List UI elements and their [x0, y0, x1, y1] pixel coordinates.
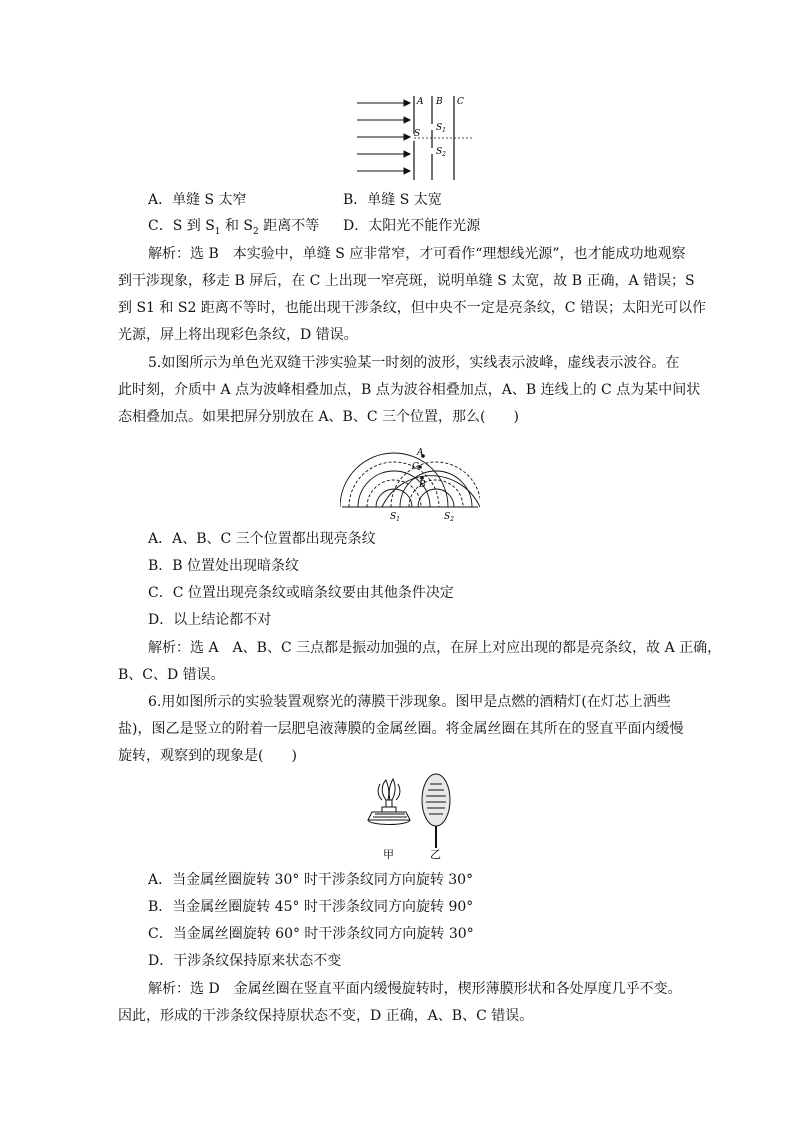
q4-option-a: A．单缝 S 太窄: [148, 192, 247, 208]
label-jia: 甲: [383, 848, 394, 861]
q6-option-a: A．当金属丝圈旋转 30° 时干涉条纹同方向旋转 30°: [148, 872, 474, 888]
label-c: C: [412, 462, 419, 472]
label-yi: 乙: [430, 848, 441, 861]
q6-solution-line-2: 因此，形成的干涉条纹保持原状态不变，D 正确，A、B、C 错误。: [118, 1008, 534, 1024]
label-s2: $S_2$: [444, 512, 454, 522]
q5-option-d: D．以上结论都不对: [148, 612, 272, 628]
q5-option-b: B．B 位置处出现暗条纹: [148, 558, 300, 574]
label-b: B: [436, 97, 443, 107]
q6-stem-line-3: 旋转，观察到的现象是( ): [118, 748, 297, 764]
q4-solution-line-1: 解析：选 B 本实验中，单缝 S 应非常窄，才可看作“理想线光源”，也才能成功地观察: [148, 246, 686, 262]
wave-interference-figure: [340, 430, 480, 522]
label-c: C: [457, 97, 464, 107]
slit-apparatus-figure: [352, 92, 472, 184]
q4-option-c: C．S 到 $S_1$ 和 $S_2$ 距离不等: [148, 218, 320, 237]
label-s1: $S_1$: [390, 512, 400, 522]
q4-solution-line-2: 到干涉现象，移走 B 屏后，在 C 上出现一窄亮斑，说明单缝 S 太宽，故 B 正确，A 错误；S: [118, 273, 695, 289]
q5-stem-line-1: 5.如图所示为单色光双缝干涉实验某一时刻的波形，实线表示波峰，虚线表示波谷。在: [148, 355, 680, 371]
q4-option-b: B．单缝 S 太宽: [343, 192, 442, 208]
q6-stem-line-2: 盐)，图乙是竖立的附着一层肥皂液薄膜的金属丝圈。将金属丝圈在其所在的竖直平面内缓慢: [118, 721, 684, 737]
wire-loop-icon: [422, 774, 450, 848]
label-b: B: [419, 480, 426, 490]
alcohol-lamp-icon: [368, 779, 410, 825]
label-s: S: [414, 129, 421, 139]
label-s1: $S_1$: [436, 123, 446, 134]
label-s2: $S_2$: [436, 147, 446, 158]
q6-option-c: C．当金属丝圈旋转 60° 时干涉条纹同方向旋转 30°: [148, 926, 474, 942]
q6-stem-line-1: 6.用如图所示的实验装置观察光的薄膜干涉现象。图甲是点燃的酒精灯(在灯芯上洒些: [148, 694, 671, 710]
q4-option-d: D．太阳光不能作光源: [343, 218, 481, 234]
q5-stem-line-3: 态相叠加点。如果把屏分别放在 A、B、C 三个位置，那么( ): [118, 409, 519, 425]
q4-solution-line-3: 到 S1 和 S2 距离不等时，也能出现干涉条纹，但中央不一定是亮条纹，C 错误；太阳光可以作: [118, 300, 706, 316]
label-a: A: [417, 448, 424, 458]
thin-film-apparatus-figure: [360, 770, 470, 862]
q5-option-a: A．A、B、C 三个位置都出现亮条纹: [148, 531, 376, 547]
q6-solution-line-1: 解析：选 D 金属丝圈在竖直平面内缓慢旋转时，楔形薄膜形状和各处厚度几乎不变。: [148, 981, 682, 997]
q5-option-c: C．C 位置出现亮条纹或暗条纹要由其他条件决定: [148, 585, 454, 601]
label-a: A: [417, 97, 424, 107]
q6-option-d: D．干涉条纹保持原来状态不变: [148, 953, 342, 969]
q5-solution-line-1: 解析：选 A A、B、C 三点都是振动加强的点，在屏上对应出现的都是亮条纹，故 A 正确，: [148, 640, 722, 656]
q6-option-b: B．当金属丝圈旋转 45° 时干涉条纹同方向旋转 90°: [148, 899, 474, 915]
q5-solution-line-2: B、C、D 错误。: [118, 667, 225, 683]
q5-stem-line-2: 此时刻，介质中 A 点为波峰相叠加点，B 点为波谷相叠加点，A、B 连线上的 C 点为某中间状: [118, 382, 701, 398]
q4-solution-line-4: 光源，屏上将出现彩色条纹，D 错误。: [118, 327, 358, 343]
